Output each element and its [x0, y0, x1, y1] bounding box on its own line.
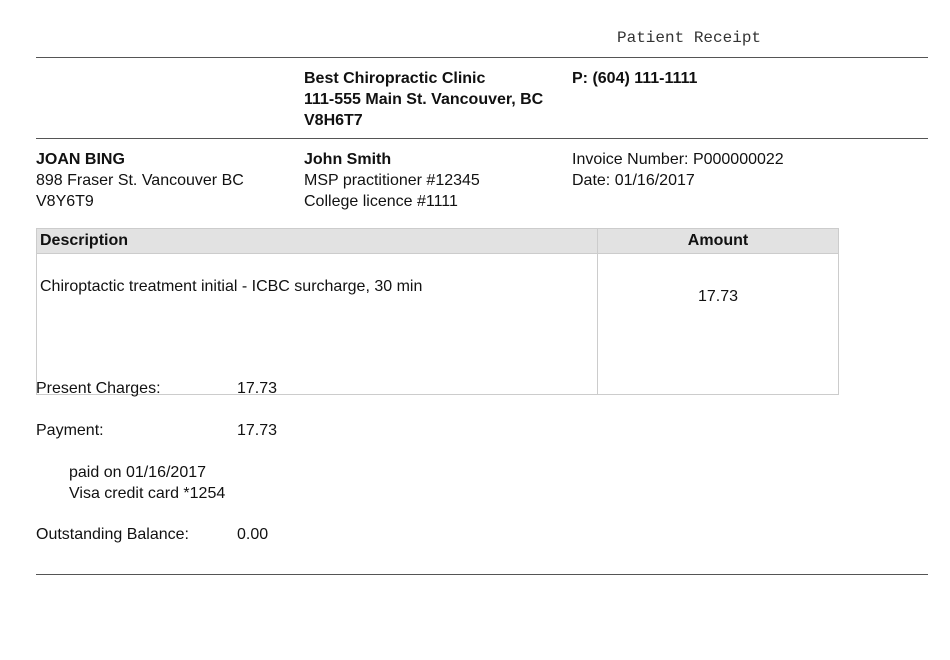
- practitioner-msp: MSP practitioner #12345: [304, 172, 480, 189]
- present-charges-label: Present Charges:: [36, 380, 161, 397]
- patient-name: JOAN BING: [36, 151, 125, 168]
- table-row: [37, 254, 839, 395]
- clinic-info: [304, 68, 543, 131]
- payment-method: Visa credit card *1254: [69, 485, 226, 502]
- document-title: Patient Receipt: [617, 29, 762, 47]
- bottom-divider: [36, 574, 928, 575]
- outstanding-balance-label: Outstanding Balance:: [36, 526, 189, 543]
- payment-value: 17.73: [237, 422, 278, 439]
- clinic-name: Best Chiropractic Clinic: [304, 70, 486, 87]
- outstanding-balance-value: 0.00: [237, 526, 269, 543]
- amount-header: Amount: [598, 229, 839, 254]
- patient-postal-code: V8Y6T9: [36, 193, 94, 210]
- patient-address: 898 Fraser St. Vancouver BC: [36, 172, 244, 189]
- clinic-phone: [572, 68, 697, 89]
- practitioner-licence: College licence #1111: [304, 193, 458, 210]
- top-divider: [36, 57, 928, 58]
- description-header: Description: [37, 229, 598, 254]
- payment-details: [69, 462, 225, 504]
- items-table: [36, 228, 839, 395]
- present-charges-value: 17.73: [237, 380, 278, 397]
- header-divider: [36, 138, 928, 139]
- item-amount: 17.73: [598, 254, 839, 395]
- items-table-header: [37, 229, 839, 254]
- invoice-info: [572, 149, 784, 191]
- clinic-address: 111-555 Main St. Vancouver, BC: [304, 91, 544, 108]
- item-description: Chiroptactic treatment initial - ICBC surcharge, 30 min: [37, 254, 598, 395]
- patient-info: [36, 149, 244, 212]
- payment-label: Payment:: [36, 422, 104, 439]
- clinic-postal-code: V8H6T7: [304, 112, 363, 129]
- invoice-number: Invoice Number: P000000022: [572, 151, 784, 168]
- paid-on-date: paid on 01/16/2017: [69, 464, 207, 481]
- practitioner-name: John Smith: [304, 151, 392, 168]
- invoice-date: Date: 01/16/2017: [572, 172, 695, 189]
- clinic-phone-text: P: (604) 111-1111: [572, 70, 698, 87]
- practitioner-info: [304, 149, 480, 212]
